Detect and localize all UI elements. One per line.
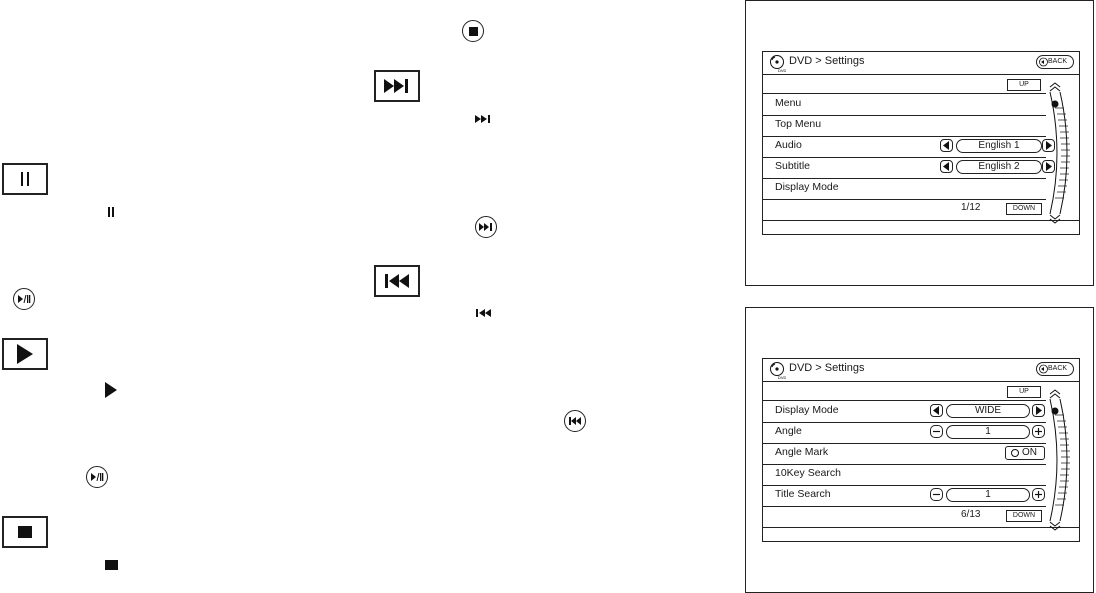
pause-small-icon — [107, 207, 115, 217]
page-indicator: 6/13 — [961, 509, 981, 520]
setting-label: Top Menu — [775, 118, 822, 130]
setting-label: Display Mode — [775, 181, 839, 193]
settings-screen — [762, 51, 1080, 235]
setting-row-display-mode[interactable] — [763, 178, 1046, 200]
minus-button[interactable] — [930, 425, 943, 438]
decrease-arrow-button[interactable] — [930, 404, 943, 417]
svg-text:DVD: DVD — [778, 68, 786, 72]
pause-large-icon — [2, 163, 48, 195]
play-pause-circle-icon — [86, 466, 108, 488]
next-chapter-small-icon — [474, 114, 494, 124]
row-divider — [763, 220, 1079, 221]
setting-row-title-search[interactable] — [763, 485, 1046, 507]
settings-illustration-2 — [745, 307, 1094, 593]
setting-label: Menu — [775, 97, 802, 109]
audio-value: English 1 — [956, 139, 1042, 153]
screen-header — [763, 52, 1079, 75]
next-chapter-circle-icon — [475, 216, 497, 238]
scrollbar[interactable] — [1046, 385, 1076, 535]
page-title: DVD > Settings — [789, 362, 865, 374]
angle-mark-toggle[interactable] — [1005, 446, 1045, 460]
back-button[interactable] — [1036, 362, 1074, 376]
play-pause-circle-icon — [13, 288, 35, 310]
up-button[interactable]: UP — [1007, 79, 1041, 91]
setting-row-display-mode[interactable] — [763, 401, 1046, 423]
dvd-disc-icon — [769, 362, 786, 379]
scrollbar[interactable] — [1046, 78, 1076, 228]
setting-row-angle-mark[interactable] — [763, 443, 1046, 465]
decrease-arrow-button[interactable] — [940, 139, 953, 152]
up-button[interactable]: UP — [1007, 386, 1041, 398]
setting-row-top-menu[interactable] — [763, 115, 1046, 137]
prev-chapter-small-icon — [474, 308, 494, 318]
indicator-circle-icon — [1011, 449, 1019, 457]
row-divider — [763, 527, 1079, 528]
back-label: BACK — [1048, 58, 1068, 65]
setting-row-angle[interactable] — [763, 422, 1046, 444]
setting-row-audio[interactable] — [763, 136, 1046, 158]
decrease-arrow-button[interactable] — [940, 160, 953, 173]
subtitle-value: English 2 — [956, 160, 1042, 174]
down-button[interactable]: DOWN — [1006, 510, 1042, 522]
setting-label: Angle Mark — [775, 446, 829, 458]
svg-text:DVD: DVD — [778, 375, 786, 379]
display-mode-value: WIDE — [946, 404, 1030, 418]
stop-small-circle-icon — [462, 20, 484, 42]
increase-arrow-button[interactable] — [1032, 404, 1045, 417]
prev-chapter-large-icon — [374, 265, 420, 297]
stop-small-icon — [105, 560, 118, 570]
screen-header — [763, 359, 1079, 382]
play-small-icon — [105, 382, 117, 398]
back-label: BACK — [1048, 365, 1068, 372]
angle-mark-value: ON — [1022, 447, 1037, 458]
setting-row-10key-search[interactable] — [763, 464, 1046, 486]
angle-value: 1 — [946, 425, 1030, 439]
settings-screen — [762, 358, 1080, 542]
setting-label: Title Search — [775, 488, 831, 500]
setting-label: Display Mode — [775, 404, 839, 416]
setting-row-subtitle[interactable] — [763, 157, 1046, 179]
page-indicator: 1/12 — [961, 202, 981, 213]
back-button[interactable] — [1036, 55, 1074, 69]
setting-row-menu[interactable] — [763, 94, 1046, 116]
next-chapter-large-icon — [374, 70, 420, 102]
page-title: DVD > Settings — [789, 55, 865, 67]
back-arrow-icon — [1039, 57, 1048, 67]
title-search-value: 1 — [946, 488, 1030, 502]
down-button[interactable]: DOWN — [1006, 203, 1042, 215]
setting-label: 10Key Search — [775, 467, 841, 479]
settings-illustration-1 — [745, 0, 1094, 286]
plus-button[interactable] — [1032, 425, 1045, 438]
prev-chapter-circle-icon — [564, 410, 586, 432]
dvd-disc-icon — [769, 55, 786, 72]
minus-button[interactable] — [930, 488, 943, 501]
setting-label: Audio — [775, 139, 802, 151]
stop-large-icon — [2, 516, 48, 548]
setting-label: Subtitle — [775, 160, 811, 172]
setting-label: Angle — [775, 425, 802, 437]
plus-button[interactable] — [1032, 488, 1045, 501]
play-large-icon — [2, 338, 48, 370]
back-arrow-icon — [1039, 364, 1048, 374]
